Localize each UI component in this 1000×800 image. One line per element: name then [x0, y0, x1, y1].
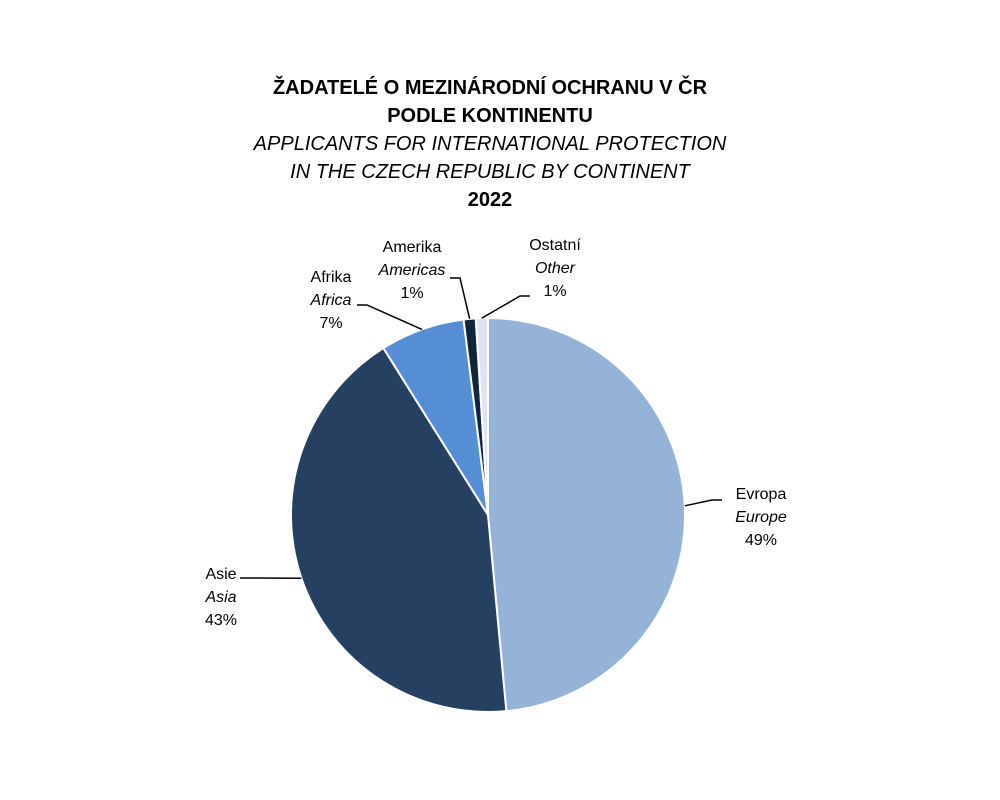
label-europe: [735, 486, 787, 549]
label-americas-value: 1%: [400, 285, 424, 302]
title-line-4: IN THE CZECH REPUBLIC BY CONTINENT: [290, 161, 690, 183]
label-europe-en: Europe: [735, 509, 787, 526]
leader-africa: [357, 305, 422, 329]
label-americas-en: Americas: [378, 262, 446, 279]
leader-europe: [685, 500, 722, 506]
leader-americas: [450, 278, 470, 319]
leader-other: [482, 296, 530, 318]
title-line-3: APPLICANTS FOR INTERNATIONAL PROTECTION: [253, 133, 727, 155]
label-americas-cz: Amerika: [382, 239, 442, 256]
label-asia-en: Asia: [205, 589, 237, 606]
label-africa-value: 7%: [319, 315, 343, 332]
label-europe-value: 49%: [744, 532, 778, 549]
pie-slices: [291, 318, 685, 712]
title-line-1: ŽADATELÉ O MEZINÁRODNÍ OCHRANU V ČR: [272, 77, 708, 99]
label-africa-cz: Afrika: [310, 269, 352, 286]
label-americas: [378, 239, 446, 302]
label-africa: [310, 269, 352, 332]
label-other-value: 1%: [543, 283, 567, 300]
label-asia-cz: Asie: [205, 566, 237, 583]
label-other-en: Other: [534, 260, 576, 277]
label-asia: [204, 566, 237, 629]
label-asia-value: 43%: [204, 612, 238, 629]
label-other: [529, 237, 581, 300]
label-africa-en: Africa: [310, 292, 352, 309]
slice-europe: [488, 318, 685, 711]
label-europe-cz: Evropa: [735, 486, 787, 503]
label-other-cz: Ostatní: [529, 237, 581, 254]
title-year: 2022: [467, 189, 513, 211]
title-line-2: PODLE KONTINENTU: [387, 105, 593, 127]
